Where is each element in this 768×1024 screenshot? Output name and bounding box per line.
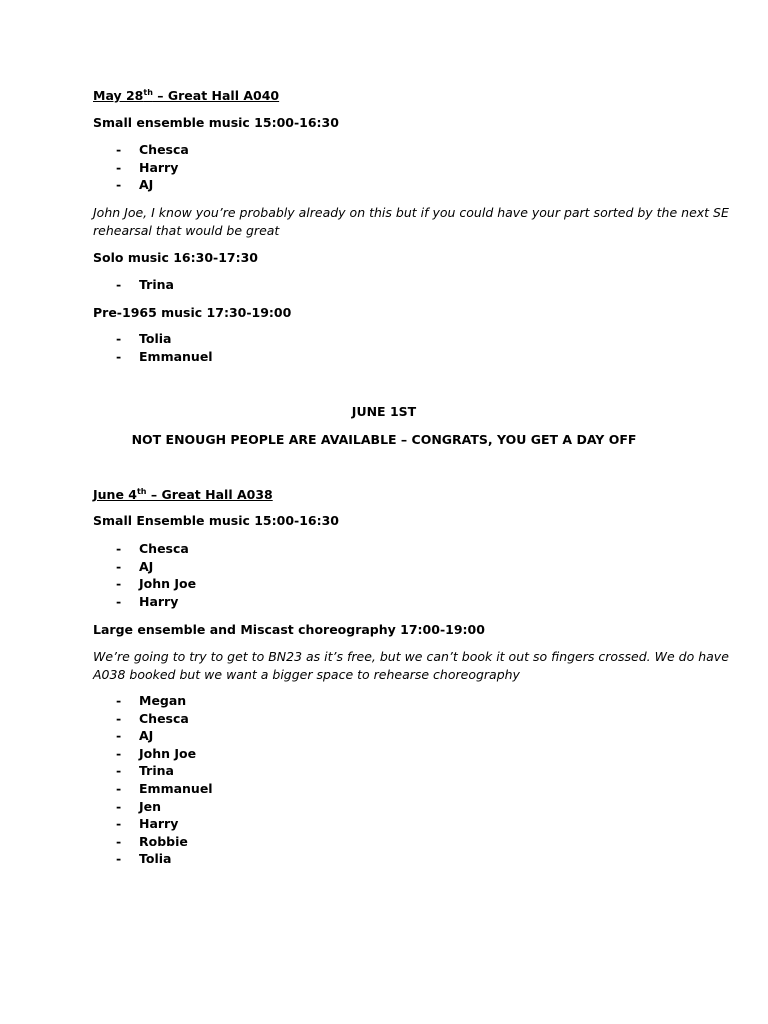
person-name: Harry	[139, 593, 179, 609]
person-name: Chesca	[139, 710, 189, 726]
person-name: Emmanuel	[139, 781, 213, 796]
person-name: Trina	[139, 763, 174, 779]
person-name: AJ	[139, 558, 154, 574]
bullet-dash: -	[116, 593, 122, 609]
person-name: Tolia	[139, 851, 172, 867]
bullet-dash: -	[116, 331, 122, 346]
bullet-dash: -	[116, 558, 122, 574]
heading-sup: th	[136, 486, 147, 496]
bullet-dash: -	[116, 816, 122, 832]
session-title: Small Ensemble music 15:00-16:30	[93, 513, 340, 528]
heading-date: June 4	[93, 487, 137, 502]
bullet-dash: -	[116, 348, 122, 364]
note-line: rehearsal that would be great	[93, 223, 280, 238]
note-line: A038 booked but we want a bigger space to rehearse choreography	[93, 667, 520, 682]
person-name: John Joe	[139, 745, 197, 761]
bullet-dash: -	[116, 177, 122, 193]
bullet-dash: -	[116, 851, 122, 867]
person-name: Emmanuel	[139, 348, 213, 364]
person-name: Robbie	[139, 833, 188, 849]
person-name: Tolia	[139, 331, 172, 346]
heading-date: May 28	[93, 88, 144, 103]
june-1-heading: JUNE 1ST	[351, 404, 417, 419]
bullet-dash: -	[116, 798, 122, 814]
session-title: Large ensemble and Miscast choreography 17:00-19:00	[93, 622, 485, 637]
person-name: Harry	[139, 816, 179, 832]
may-28-heading	[93, 87, 279, 104]
heading-rest: – Great Hall A038	[146, 487, 273, 502]
session-title: Solo music 16:30-17:30	[93, 250, 258, 265]
person-name: Chesca	[139, 541, 189, 556]
person-name: Trina	[139, 277, 174, 292]
day-off-message: NOT ENOUGH PEOPLE ARE AVAILABLE – CONGRATS, YOU GET A DAY OFF	[131, 432, 637, 447]
bullet-dash: -	[116, 781, 122, 796]
session-title: Pre-1965 music 17:30-19:00	[93, 305, 292, 320]
heading-sup: th	[143, 87, 153, 97]
bullet-dash: -	[116, 693, 122, 708]
person-name: AJ	[139, 177, 154, 193]
person-name: Jen	[139, 798, 162, 814]
person-name: AJ	[139, 728, 154, 744]
person-name: Megan	[139, 693, 187, 708]
bullet-dash: -	[116, 159, 122, 175]
bullet-dash: -	[116, 763, 122, 779]
bullet-dash: -	[116, 745, 122, 761]
bullet-dash: -	[116, 541, 122, 556]
bullet-dash: -	[116, 576, 122, 592]
bullet-dash: -	[116, 728, 122, 744]
bullet-dash: -	[116, 833, 122, 849]
june-4-heading	[93, 486, 273, 503]
person-name: John Joe	[139, 576, 197, 592]
session-title: Small ensemble music 15:00-16:30	[93, 115, 339, 130]
note-line: We’re going to try to get to BN23 as it’s free, but we can’t book it out so fingers crossed. We do have	[93, 649, 729, 664]
bullet-dash: -	[116, 277, 122, 292]
bullet-dash: -	[116, 710, 122, 726]
heading-rest: – Great Hall A040	[152, 88, 280, 103]
person-name: Chesca	[139, 142, 189, 157]
person-name: Harry	[139, 159, 179, 175]
note-line: John Joe, I know you’re probably already on this but if you could have your part sorted by the next SE	[93, 205, 729, 220]
bullet-dash: -	[116, 142, 122, 157]
